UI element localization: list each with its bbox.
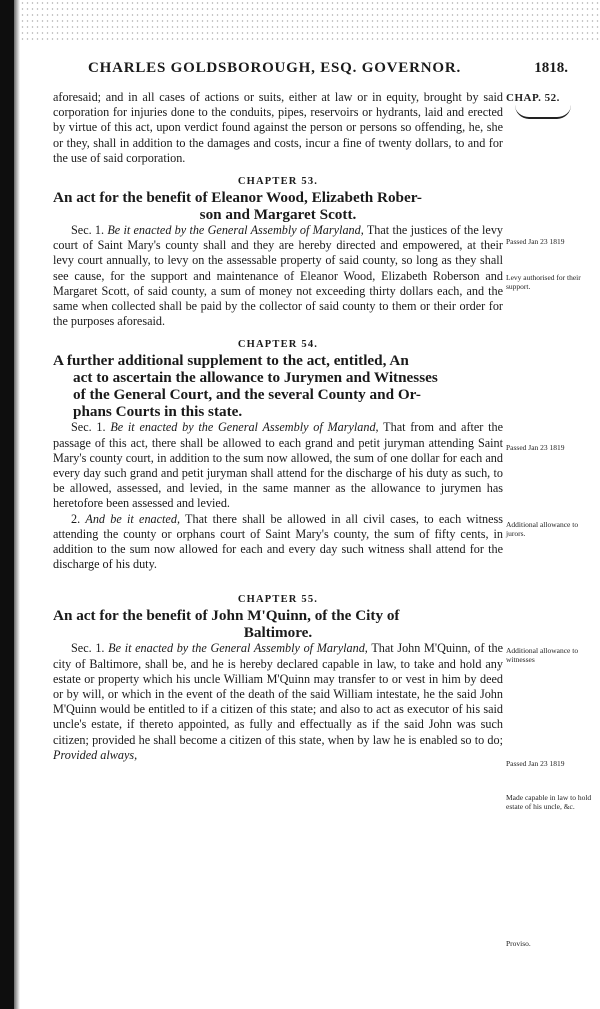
chapter-53-title-line-2: son and Margaret Scott. <box>199 206 357 224</box>
running-header <box>88 60 568 82</box>
section-text: That John M'Quinn, of the city of Baltimore, shall be, and he is hereby declared capable in law, to take and hold any estate or property which his uncle William M'Quinn may transfer to or vest in him by deed or by will, or which in the event of the death of the said William intestate, he the said John M'Quinn would be entitled to if a citizen of this state; and also to act as executor of his said uncle's estate, if thereto appointed, as fully and effectually as if the said John was such citizen; provided he shall become a citizen of this state, when by law he is enabled so to do; <box>53 641 503 747</box>
margin-chapter: CHAP. 52. <box>506 92 560 104</box>
section-text: That there shall be allowed in all civil cases, to each witness attending the county or orphans court of Saint Mary's county, the sum of fifty cents, in addition to the sum now allowed for each and every day such witness shall attend for the discharge of his duty. <box>53 511 503 572</box>
spine-fade <box>14 0 20 1009</box>
chapter-54-section-1 <box>53 420 503 511</box>
section-text: That from and after the passage of this act, there shall be allowed to each grand and petit juryman attending Saint Mary's county court, in addition to the sum now allowed, the sum of one dollar for each and every day such grand and petit juryman shall attend for the discharge of his duty as such, to be allowed, assessed, and levied, in the same manner as the allowance to jurymen has heretofore been assessed and levied. <box>53 420 504 511</box>
section-label: Sec. 1. <box>71 420 106 435</box>
section-label: Sec. 1. <box>71 641 105 656</box>
scan-speckle <box>20 0 600 44</box>
chapter-54-title-line-3: of the General Court, and the several County and Or- <box>73 386 421 404</box>
margin-passed-54: Passed Jan 23 1819 <box>506 443 565 452</box>
header-title: CHARLES GOLDSBOROUGH, ESQ. GOVERNOR. <box>88 60 462 76</box>
chapter-54-title-line-4: phans Courts in this state. <box>73 403 243 421</box>
enacting-clause: Be it enacted by the General Assembly of Maryland, <box>107 223 364 238</box>
page-body <box>53 90 503 763</box>
chapter-55-section-1 <box>53 641 503 763</box>
chapter-53-section-1 <box>53 223 503 329</box>
section-label: 2. <box>71 511 81 526</box>
section-label: Sec. 1. <box>71 223 105 238</box>
margin-passed-55: Passed Jan 23 1819 <box>506 759 565 768</box>
margin-note-55: Made capable in law to hold estate of his uncle, &c. <box>506 793 592 811</box>
intro-paragraph: aforesaid; and in all cases of actions or suits, either at law or in equity, brought by said corporation for injuries done to the conduits, pipes, reservoirs or hydrants, laid and erected by virtue of this act, upon verdict found against the person or persons so offending, he, she or they, shall in addition to the damages and costs, incur a fine of twenty dollars, to and for the use of said corporation. <box>53 90 503 165</box>
chapter-54-title-line-2: act to ascertain the allowance to Jurymen and Witnesses <box>73 369 438 387</box>
margin-note-54a: Additional allowance to jurors. <box>506 520 579 538</box>
chapter-53-title-line-1: An act for the benefit of Eleanor Wood, Elizabeth Rober- <box>53 189 422 207</box>
chapter-54-number: CHAPTER 54. <box>237 339 319 351</box>
margin-brace <box>515 105 571 119</box>
margin-note-54b: Additional allowance to witnesses <box>506 646 579 664</box>
chapter-53-title <box>53 189 503 223</box>
margin-passed-53: Passed Jan 23 1819 <box>506 237 565 246</box>
section-text: That the justices of the levy court of Saint Mary's county shall and they are hereby directed and empowered, at their levy court annually, to levy on the assessable property of said county, so long as they shall see cause, for the support and maintenance of Eleanor Wood, Elizabeth Roberson and Margaret Scott, of said county, a sum of money not exceeding thirty dollars each, and the same when collected shall be paid by the collector of said county to them or their order for the purposes aforesaid. <box>53 223 504 329</box>
margin-proviso: Proviso. <box>506 939 531 948</box>
chapter-53-number: CHAPTER 53. <box>237 176 319 188</box>
proviso-clause: Provided always, <box>53 747 138 762</box>
chapter-55-title <box>53 607 503 641</box>
header-year: 1818. <box>534 60 568 76</box>
chapter-54-section-2 <box>53 512 503 573</box>
chapter-55-number: CHAPTER 55. <box>237 594 319 606</box>
enacting-clause: Be it enacted by the General Assembly of Maryland, <box>108 641 368 656</box>
enacting-clause: And be it enacted, <box>85 511 180 526</box>
enacting-clause: Be it enacted by the General Assembly of Maryland, <box>110 420 379 435</box>
margin-note-53: Levy authorised for their support. <box>506 273 581 291</box>
book-spine-shadow <box>0 0 14 1009</box>
chapter-54-title-line-1: A further additional supplement to the act, entitled, An <box>53 352 409 370</box>
chapter-55-title-line-2: Baltimore. <box>243 624 313 642</box>
chapter-54-title <box>53 352 503 420</box>
chapter-55-title-line-1: An act for the benefit of John M'Quinn, of the City of <box>53 607 400 625</box>
